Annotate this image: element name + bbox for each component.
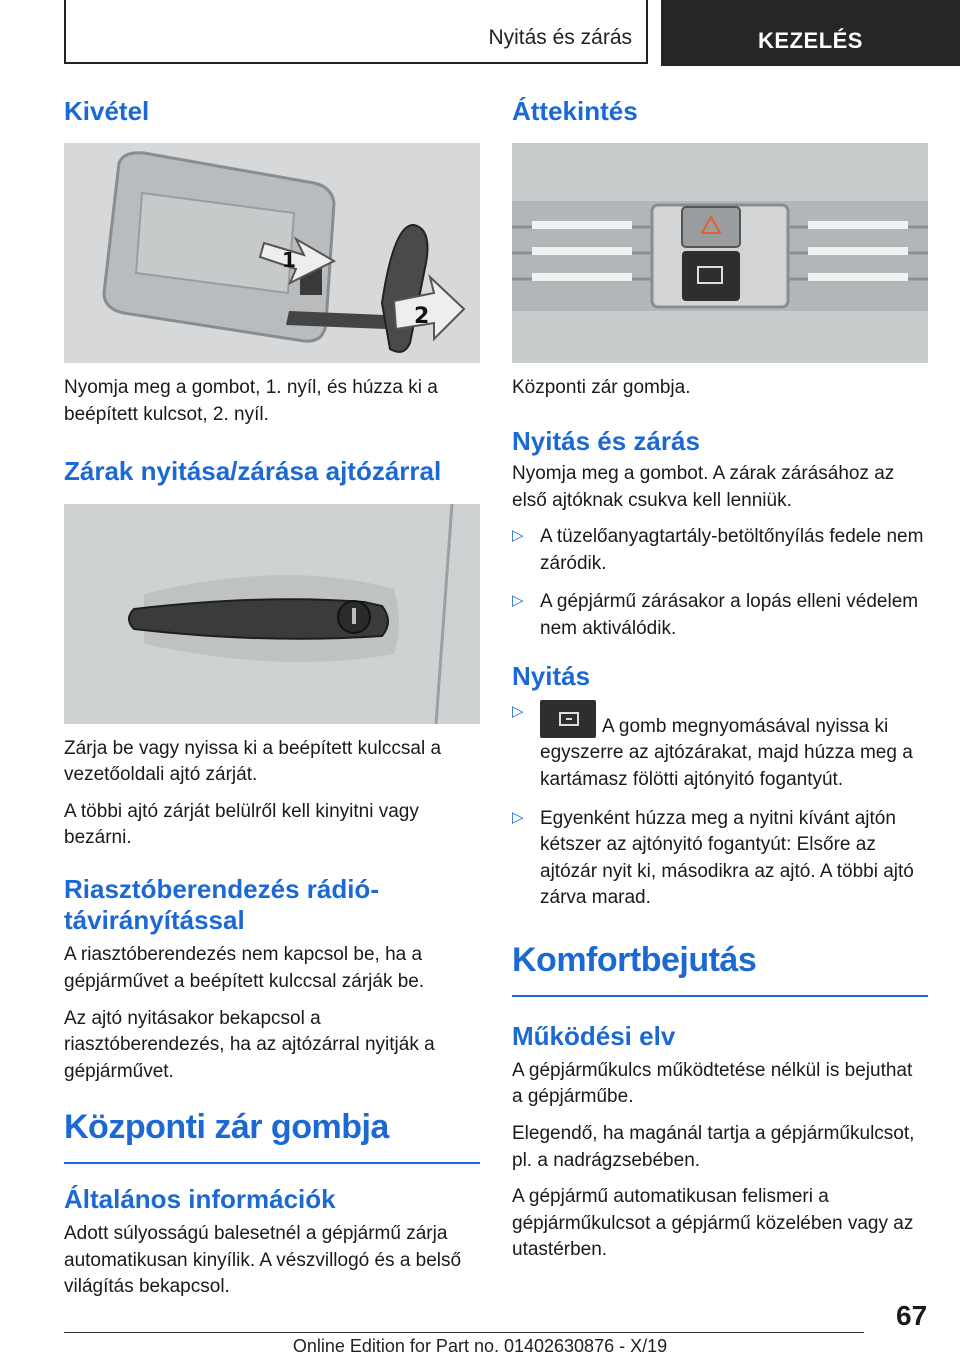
nyitas-zaras-bullets: [512, 524, 928, 642]
heading-nyitas-zaras: Nyitás és zárás: [512, 425, 700, 456]
bullet-triangle-icon: ▷: [512, 527, 524, 545]
door-handle-illustration: [64, 504, 480, 724]
page-number: 67: [896, 1300, 928, 1331]
heading-nyitas: Nyitás: [512, 660, 591, 691]
heading-riaszto: Riasztóberendezés rádió-távirányítással: [64, 873, 379, 936]
header-frame: [64, 0, 648, 64]
key-removal-illustration: [64, 143, 480, 363]
door-unlock-button-icon: [540, 700, 596, 738]
footer-divider: [64, 1332, 864, 1333]
kivetel-text: Nyomja meg a gombot, 1. nyíl, és húzza ki a beépített kulcsot, 2. nyíl.: [64, 377, 438, 425]
left-column: [64, 96, 480, 1311]
riaszto-text-1: A riasztóberendezés nem kapcsol be, ha a gépjárművet a beépített kulccsal zárják be.: [64, 944, 425, 992]
header-chapter-tab: KEZELÉS: [661, 0, 960, 66]
heading-kozponti-zar: Központi zár gombja: [64, 1107, 480, 1164]
list-item: ▷ Egyenként húzza meg a nyitni kívánt ajtón kétszer az ajtónyitó fogantyút: Elsőre az ajtózár nyit ki, másodikra az ajtó. A többi ajtó zárva marad.: [512, 807, 914, 909]
mukodes-text-2: Elegendő, ha magánál tartja a gépjárműkulcsot, pl. a nadrágzsebében.: [512, 1123, 915, 1171]
heading-zarak: Zárak nyitása/zárása ajtózárral: [64, 456, 442, 487]
mukodes-text-1: A gépjárműkulcs működtetése nélkül is bejuthat a gépjárműbe.: [512, 1059, 913, 1108]
bullet-triangle-icon: ▷: [512, 592, 524, 610]
heading-kivetel: Kivétel: [64, 96, 150, 126]
heading-komfortbejutas: Komfortbejutás: [512, 940, 928, 997]
heading-altalanos: Általános információk: [64, 1184, 336, 1215]
riaszto-text-2: Az ajtó nyitásakor bekapcsol a riasztóberendezés, ha az ajtózárral nyitják a gépjárművet.: [64, 1007, 435, 1082]
nyitas-zaras-text: Nyomja meg a gombot. A zárak zárásához az első ajtóknak csukva kell lenniük.: [512, 462, 895, 511]
attekintes-caption: Központi zár gombja.: [512, 377, 691, 399]
bullet-triangle-icon: ▷: [512, 808, 524, 826]
list-item: ▷ A tüzelőanyagtartály-betöltőnyílás fedele nem záródik.: [512, 526, 924, 574]
footer-edition: Online Edition for Part no. 01402630876 - X/19: [292, 1336, 668, 1356]
nyitas-bullets: [512, 700, 928, 912]
central-lock-button-illustration: [512, 143, 928, 363]
header-section-title: Nyitás és zárás: [488, 26, 632, 49]
heading-mukodesi-elv: Működési elv: [512, 1020, 676, 1051]
bullet-triangle-icon: ▷: [512, 702, 524, 720]
zarak-text-1: Zárja be vagy nyissa ki a beépített kulccsal a vezetőoldali ajtó zárját.: [64, 737, 442, 786]
list-item: ▷ A gomb megnyomásával nyissa ki egyszerre az ajtózárakat, majd húzza meg a kartámasz fölötti ajtónyitó fogantyút.: [512, 700, 928, 794]
zarak-text-2: A többi ajtó zárját belülről kell kinyitni vagy bezárni.: [64, 800, 419, 849]
heading-attekintes: Áttekintés: [512, 96, 638, 126]
altalanos-text: Adott súlyosságú balesetnél a gépjármű zárja automatikusan kinyílik. A vészvillogó és a belső világítás bekapcsol.: [64, 1223, 462, 1298]
mukodes-text-3: A gépjármű automatikusan felismeri a gépjárműkulcsot a gépjármű közelében vagy az utastérben.: [512, 1186, 914, 1261]
list-item: ▷ A gépjármű zárásakor a lopás elleni védelem nem aktiválódik.: [512, 591, 919, 639]
arrow-2-label: 2: [414, 304, 430, 330]
right-column: [512, 96, 928, 1274]
arrow-1-label: 1: [282, 248, 296, 273]
